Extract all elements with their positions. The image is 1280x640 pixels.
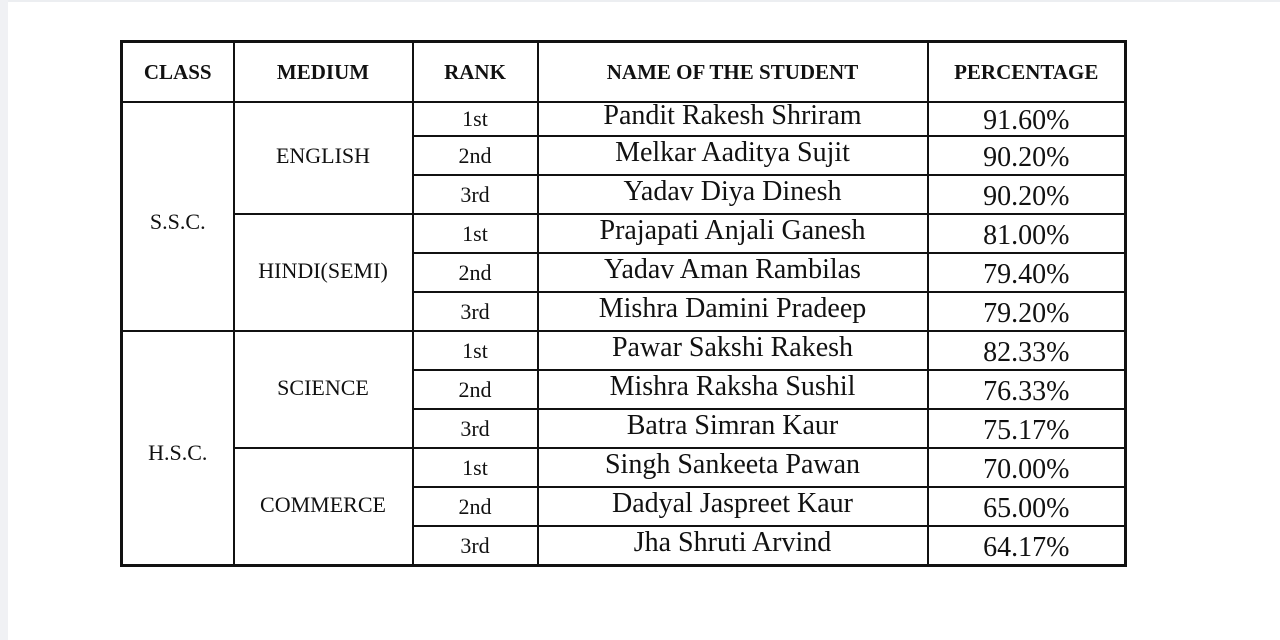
percentage-cell: 76.33% <box>928 370 1126 409</box>
student-name-cell: Singh Sankeeta Pawan <box>538 448 928 487</box>
table-row <box>122 214 1126 253</box>
percentage-cell: 91.60% <box>928 102 1126 136</box>
student-name-cell: Yadav Aman Rambilas <box>538 253 928 292</box>
medium-cell: SCIENCE <box>234 331 413 448</box>
medium-cell: COMMERCE <box>234 448 413 566</box>
percentage-cell: 70.00% <box>928 448 1126 487</box>
student-name-cell: Batra Simran Kaur <box>538 409 928 448</box>
student-name-cell: Mishra Damini Pradeep <box>538 292 928 331</box>
rank-cell: 2nd <box>413 487 538 526</box>
rank-cell: 1st <box>413 448 538 487</box>
rank-cell: 3rd <box>413 409 538 448</box>
viewer-left-edge <box>0 0 8 640</box>
percentage-cell: 90.20% <box>928 136 1126 175</box>
student-name-cell: Prajapati Anjali Ganesh <box>538 214 928 253</box>
header-class: CLASS <box>122 42 234 103</box>
percentage-cell: 82.33% <box>928 331 1126 370</box>
student-name-cell: Jha Shruti Arvind <box>538 526 928 566</box>
percentage-cell: 79.40% <box>928 253 1126 292</box>
student-name-cell: Pandit Rakesh Shriram <box>538 102 928 136</box>
student-name-cell: Pawar Sakshi Rakesh <box>538 331 928 370</box>
toppers-table <box>120 40 1127 567</box>
header-row <box>122 42 1126 103</box>
table-row <box>122 331 1126 370</box>
percentage-cell: 65.00% <box>928 487 1126 526</box>
class-cell: S.S.C. <box>122 102 234 331</box>
medium-cell: ENGLISH <box>234 102 413 214</box>
student-name-cell: Melkar Aaditya Sujit <box>538 136 928 175</box>
rank-cell: 2nd <box>413 253 538 292</box>
table-row <box>122 102 1126 136</box>
student-name-cell: Yadav Diya Dinesh <box>538 175 928 214</box>
rank-cell: 2nd <box>413 370 538 409</box>
rank-cell: 1st <box>413 331 538 370</box>
class-cell: H.S.C. <box>122 331 234 566</box>
rank-cell: 1st <box>413 102 538 136</box>
percentage-cell: 64.17% <box>928 526 1126 566</box>
student-name-cell: Dadyal Jaspreet Kaur <box>538 487 928 526</box>
percentage-cell: 75.17% <box>928 409 1126 448</box>
student-name-cell: Mishra Raksha Sushil <box>538 370 928 409</box>
rank-cell: 3rd <box>413 175 538 214</box>
percentage-cell: 90.20% <box>928 175 1126 214</box>
header-percentage: PERCENTAGE <box>928 42 1126 103</box>
rank-cell: 2nd <box>413 136 538 175</box>
medium-cell: HINDI(SEMI) <box>234 214 413 331</box>
percentage-cell: 81.00% <box>928 214 1126 253</box>
rank-cell: 3rd <box>413 526 538 566</box>
viewer-top-edge <box>0 0 1280 2</box>
rank-cell: 3rd <box>413 292 538 331</box>
header-rank: RANK <box>413 42 538 103</box>
rank-cell: 1st <box>413 214 538 253</box>
header-student-name: NAME OF THE STUDENT <box>538 42 928 103</box>
percentage-cell: 79.20% <box>928 292 1126 331</box>
header-medium: MEDIUM <box>234 42 413 103</box>
table-row <box>122 448 1126 487</box>
